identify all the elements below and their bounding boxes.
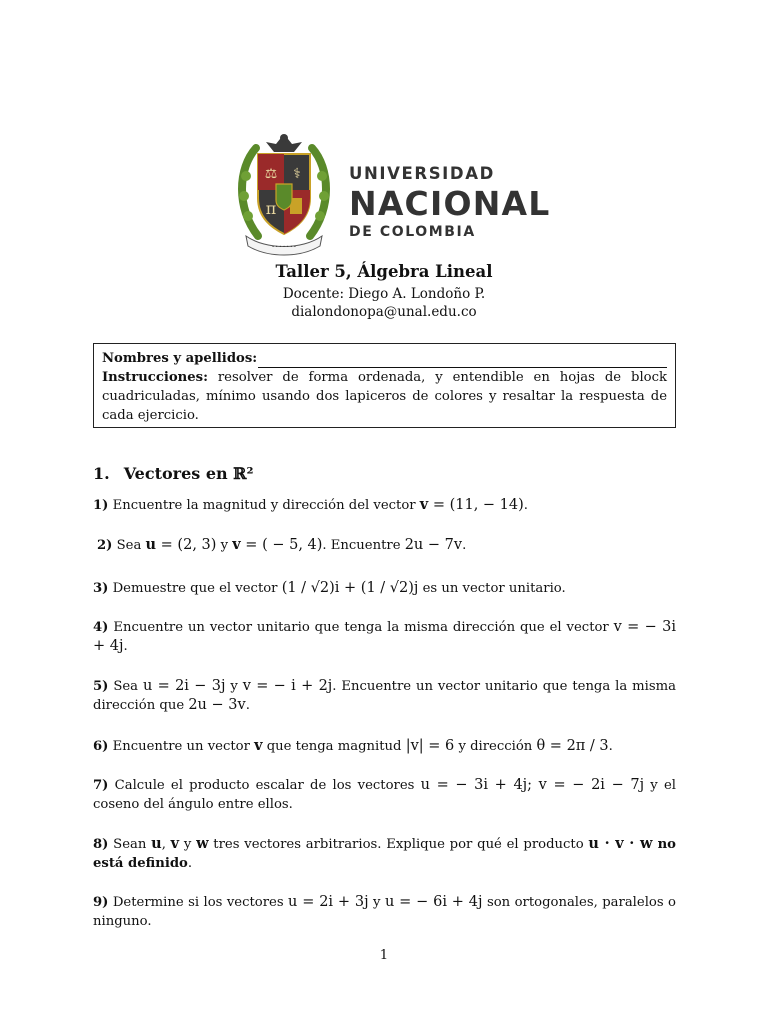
math-vector: u — [145, 536, 157, 553]
math-expression: v = − 3i + 4j — [93, 619, 676, 654]
exercise-text: . — [523, 498, 528, 513]
math-vector: w — [196, 835, 209, 852]
math-expression: 2u − 3v — [188, 697, 246, 713]
exercise-text: y — [216, 538, 233, 553]
instructions-label: Instrucciones: — [102, 370, 208, 385]
instructions-box — [93, 343, 676, 428]
exercise-number: 9) — [93, 895, 109, 910]
exercise-5 — [93, 677, 676, 715]
math-vector: u — [151, 835, 162, 852]
exercise-6 — [93, 736, 676, 756]
exercise-text: . — [462, 538, 467, 553]
exercise-text: y — [225, 679, 243, 694]
logo-line-2: NACIONAL — [349, 184, 551, 223]
instructions-text — [102, 368, 667, 425]
exercise-text: . — [245, 698, 250, 713]
document-title: Taller 5, Álgebra Lineal — [275, 262, 493, 281]
exercise-text: Determine si los vectores — [108, 895, 289, 910]
exercise-text: y el coseno del ángulo entre ellos. — [93, 778, 676, 812]
math-expression: v = − i + 2j — [242, 678, 333, 694]
exercise-3 — [93, 579, 676, 598]
name-field-line — [102, 349, 667, 368]
exercise-1 — [93, 495, 676, 515]
exercise-text: , — [161, 837, 171, 852]
svg-text:π: π — [265, 199, 277, 218]
exercise-text: Sea — [112, 538, 146, 553]
document-author: Docente: Diego A. Londoño P. — [282, 286, 486, 302]
math-expression: u = − 6i + 4j — [384, 894, 483, 910]
math-expression: = ( − 5, 4) — [240, 537, 323, 553]
author-email: dialondonopa@unal.edu.co — [291, 304, 477, 320]
math-expression: u · v · w — [588, 835, 653, 852]
math-expression: 2u − 7v — [404, 537, 463, 553]
instructions-body: resolver de forma ordenada, y entendible en hojas de block cuadriculadas, mínimo usando dos lapiceros de colores y resaltar la respuesta de cada ejercicio. — [102, 370, 667, 423]
math-vector: v — [232, 536, 241, 553]
exercise-number: 5) — [93, 679, 109, 694]
exercise-text: Encuentre un vector unitario que tenga la misma dirección que el vector — [108, 620, 614, 635]
coat-of-arms-icon — [236, 128, 332, 256]
exercise-number: 6) — [93, 739, 109, 754]
math-expression: (1 / √2)i + (1 / √2)j — [281, 580, 419, 596]
exercise-text: y — [179, 837, 197, 852]
exercise-text: y dirección — [454, 739, 537, 754]
exercise-number: 3) — [93, 581, 109, 596]
exercise-text: . Encuentre — [322, 538, 405, 553]
exercise-number: 7) — [93, 778, 109, 793]
name-blank-line — [258, 354, 667, 368]
logo-wordmark — [349, 164, 551, 240]
section-title: Vectores en ℝ² — [123, 464, 254, 483]
math-expression: u = 2i + 3j — [288, 894, 369, 910]
math-expression: θ = 2π / 3 — [536, 738, 609, 754]
exercise-4 — [93, 618, 676, 656]
exercise-number: 2) — [97, 538, 113, 553]
exercise-number: 8) — [93, 837, 109, 852]
math-expression: = (11, − 14) — [428, 497, 524, 513]
svg-text:⚕: ⚕ — [293, 166, 301, 182]
exercise-text: y — [368, 895, 385, 910]
emphasis-text: no está definido — [93, 837, 676, 871]
section-number: 1. — [93, 464, 110, 483]
exercise-text: es un vector unitario. — [418, 581, 566, 596]
exercise-number: 1) — [93, 498, 109, 513]
exercise-text: . — [187, 856, 193, 871]
exercise-text: son ortogonales, paralelos o ninguno. — [93, 895, 676, 929]
math-vector: v — [254, 737, 263, 754]
exercise-8 — [93, 834, 676, 873]
math-vector: v — [419, 496, 429, 513]
math-expression: u = 2i − 3j — [142, 678, 226, 694]
logo-line-3: DE COLOMBIA — [349, 224, 476, 240]
exercise-9 — [93, 893, 676, 931]
exercise-2 — [97, 535, 680, 555]
exercise-text: tres vectores arbitrarios. Explique por qué el producto — [208, 837, 589, 852]
exercise-text: . Encuentre un vector unitario que tenga la misma dirección que — [93, 679, 676, 713]
exercise-text: Calcule el producto escalar de los vectores — [108, 778, 421, 793]
math-expression: |v| = 6 — [405, 738, 455, 754]
exercise-text: Encuentre un vector — [108, 739, 255, 754]
svg-text:• • • • • • •: • • • • • • • — [271, 244, 297, 249]
university-logo — [236, 128, 551, 256]
logo-line-1: UNIVERSIDAD — [349, 164, 495, 183]
exercise-text: . — [123, 639, 128, 654]
exercise-text: . — [608, 739, 613, 754]
page-number: 1 — [379, 948, 389, 963]
math-expression: = (2, 3) — [156, 537, 217, 553]
exercise-number: 4) — [93, 620, 109, 635]
name-label: Nombres y apellidos: — [102, 351, 258, 366]
exercise-text: que tenga magnitud — [262, 739, 406, 754]
exercise-text: Sea — [108, 679, 143, 694]
exercise-text: Demuestre que el vector — [108, 581, 282, 596]
exercise-text: Encuentre la magnitud y dirección del vector — [108, 498, 420, 513]
exercise-text: Sean — [108, 837, 152, 852]
math-expression: u = − 3i + 4j; v = − 2i − 7j — [420, 777, 645, 793]
math-vector: v — [170, 835, 180, 852]
svg-text:⚖: ⚖ — [264, 166, 278, 182]
exercise-7 — [93, 776, 676, 814]
section-heading — [93, 464, 254, 483]
